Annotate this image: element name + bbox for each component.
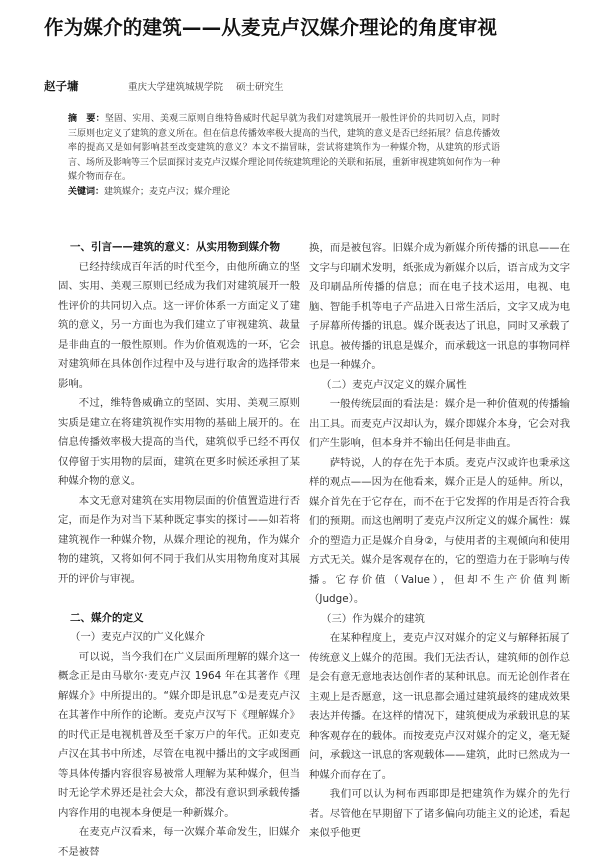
abstract-label: 摘 要： (68, 114, 105, 124)
subsection-heading: （二）麦克卢汉定义的媒介属性 (321, 378, 467, 391)
section-spacer (58, 589, 300, 609)
affiliation-role: 硕士研究生 (236, 82, 284, 93)
body-paragraph: 已经持续成百年活的时代至今，由他所确立的坚固、实用、美观三原则已经成为我们对建筑展开一般性评价的共同切入点。这一评价体系一方面定义了建筑的意义，另一方面也为我们建立了审视建筑、裁量是非曲直的一般性原则。作为价值观选的一环，它会对建筑师在具体创作过程中及与进行取舍的选择带来影响。 (58, 260, 300, 390)
abstract-paragraph (68, 112, 500, 185)
body-paragraph: 可以说，当今我们在广义层面所理解的媒介这一概念正是由马歇尔·麦克卢汉 1964 年在其著作《理解媒介》中所提出的。“媒介即是讯息”①是麦克卢汉在其著作中所作的论断。麦克卢汉写下《理解媒介》的时代正是电视机普及至千家万户的年代。正如麦克卢汉在其书中所述，尽管在电视中播出的文字或图画等具体传播内容很容易被常人理解为某种媒介，但当时无论学术界还是社会大众，都没有意识到承载传播内容作用的电视本身便是一种新媒介。 (58, 650, 300, 819)
body-paragraph: 一般传统层面的看法是：媒介是一种价值观的传播输出工具。而麦克卢汉却认为，媒介即媒介本身，它会对我们产生影响，但本身并不输出任何是非曲直。 (309, 398, 570, 449)
body-paragraph: 在麦克卢汉看来，每一次媒介革命发生，旧媒介不是被替 (58, 826, 300, 858)
keywords-text: 建筑媒介；麦克卢汉；媒介理论 (104, 186, 231, 197)
body-paragraph: 我们可以认为柯布西耶即是把建筑作为媒介的先行者。尽管他在早期留下了诸多偏向功能主义的论述，看起来似乎他更 (309, 788, 570, 839)
author-name: 赵子墉 (44, 79, 79, 93)
abstract (68, 112, 500, 199)
section-heading: 一、引言——建筑的意义：从实用物到媒介物 (70, 241, 280, 253)
affiliation-institution: 重庆大学建筑城规学院 (128, 82, 224, 93)
body-paragraph: 本文无意对建筑在实用物层面的价值置造进行否定，而是作为对当下某种既定事实的探讨——如若将建筑视作一种媒介物，从媒介理论的视角，作为媒介物的建筑，又将如何不同于我们从实用物角度对其展开的评价与审视。 (58, 494, 300, 585)
article-title: 作为媒介的建筑——从麦克卢汉媒介理论的角度审视 (44, 16, 498, 39)
author-affiliation (128, 79, 284, 93)
subsection-heading: （一）麦克卢汉的广义化媒介 (70, 631, 206, 643)
body-paragraph: 换，而是被包容。旧媒介成为新媒介所传播的讯息——在文字与印刷术发明，纸张成为新媒介以后，语言成为文字及印刷品所传播的信息；而在电子技术运用，电视、电脑、智能手机等电子产品进入日常生活后，文字又成为电子屏幕所传播的讯息。媒介既表达了讯息，同时又承载了讯息。被传播的讯息是媒介，而承载这一讯息的事物同样也是一种媒介。 (309, 242, 570, 371)
body-column-left (58, 238, 300, 862)
body-paragraph: 不过，维特鲁威确立的坚固、实用、美观三原则实质是建立在将建筑视作实用物的基础上展开的。在信息传播效率极大提高的当代，建筑似乎已经不再仅仅停留于实用物的层面，建筑在更多时候还承担了某种媒介物的意义。 (58, 397, 300, 487)
keywords (68, 185, 500, 200)
body-paragraph: 在某种程度上，麦克卢汉对媒介的定义与解释拓展了传统意义上媒介的范围。我们无法否认，建筑师的创作总是会有意无意地表达创作者的某种讯息。而无论创作者在主观上是否愿意，这一讯息都会通过建筑最终的建成效果表达并传播。在这样的情况下，建筑便成为承载讯息的某种客观存在的载体。而按麦克卢汉对媒介的定义，毫无疑问，承载这一讯息的客观载体——建筑，此时已然成为一种媒介而存在了。 (309, 632, 570, 781)
keywords-label: 关键词： (68, 186, 105, 197)
section-heading: 二、媒介的定义 (70, 611, 144, 624)
body-column-right (309, 239, 570, 844)
abstract-text: 坚固、实用、美观三原则自维特鲁威时代起早就为我们对建筑展开一般性评价的共同切入点，同时三原则也定义了建筑的意义所在。但在信息传播效率极大提高的当代，建筑的意义是否已经拓展？信息传播效率的提高又是如何影响甚至改变建筑的意义？本文不揣冒昧，尝试将建筑作为一种媒介物，从建筑的形式语言、场所及影响等三个层面探讨麦克卢汉媒介理论同传统建筑理论的关联和拓展，重新审视建筑如何作为一种媒介物而存在。 (68, 114, 501, 182)
subsection-heading: （三）作为媒介的建筑 (321, 612, 425, 625)
body-paragraph: 萨特说，人的存在先于本质。麦克卢汉或许也秉承这样的观点——因为在他看来，媒介正是人的延伸。所以，媒介首先在于它存在，而不在于它发挥的作用是否符合我们的预期。而这也阐明了麦克卢汉所定义的媒介属性：媒介的塑造力正是媒介自身②，与使用者的主观倾向和使用方式无关。媒介是客观存在的，它的塑造力在于影响与传播。它存价值（Value），但却不生产价值判断（Judge）。 (309, 456, 570, 605)
